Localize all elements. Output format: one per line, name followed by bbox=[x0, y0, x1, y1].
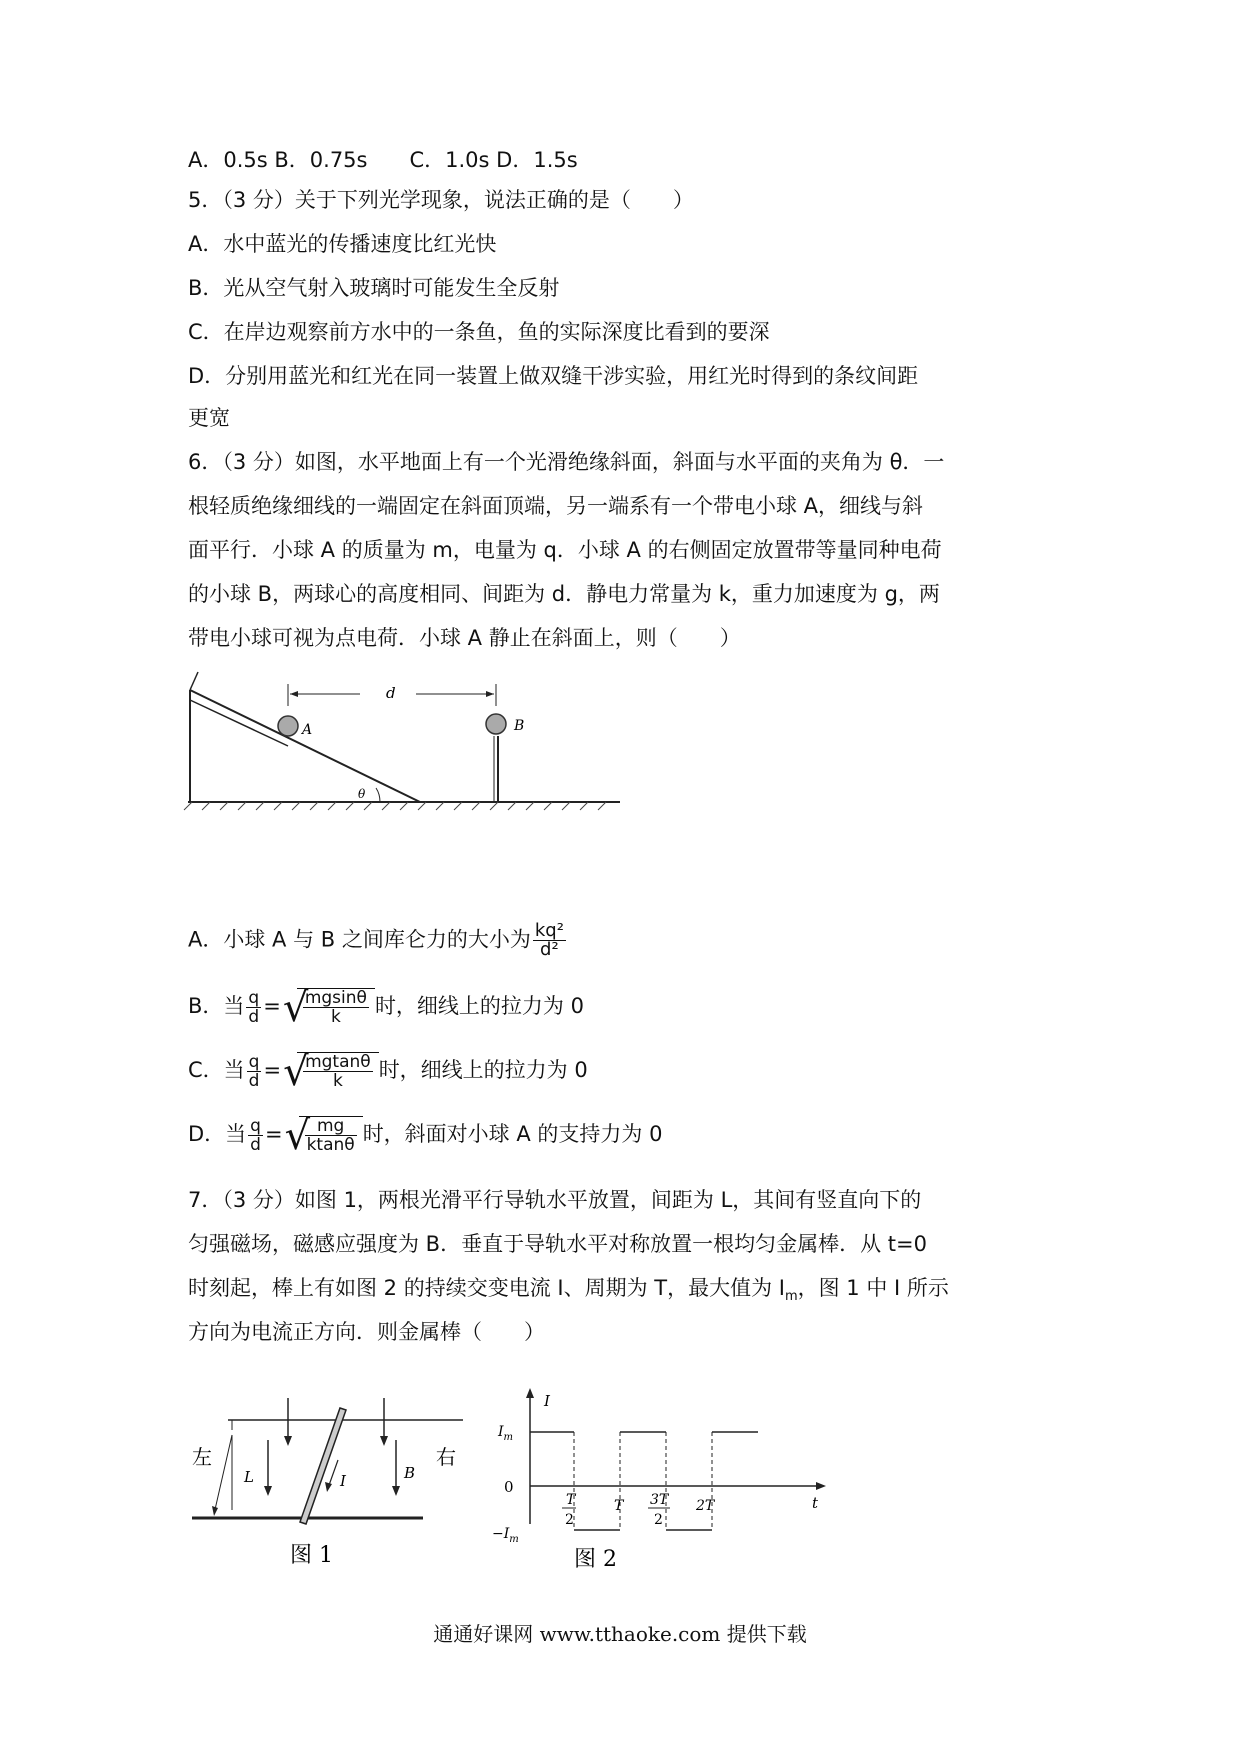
q5-option-a: A．水中蓝光的传播速度比红光快 bbox=[188, 232, 497, 256]
q5-option-b: B．光从空气射入玻璃时可能发生全反射 bbox=[188, 276, 560, 300]
fig2-zero: 0 bbox=[504, 1478, 514, 1496]
q5-option-d-line1: D．分别用蓝光和红光在同一装置上做双缝干涉实验，用红光时得到的条纹间距 bbox=[188, 364, 919, 388]
q6-fig-label-b: B bbox=[514, 718, 525, 734]
q6-stem-line3: 面平行．小球 A 的质量为 m，电量为 q．小球 A 的右侧固定放置带等量同种电荷 bbox=[188, 538, 942, 562]
fig1-caption: 图 1 bbox=[290, 1543, 333, 1568]
tick-3T-half-den: 2 bbox=[654, 1512, 663, 1528]
q6-stem-line2: 根轻质绝缘细线的一端固定在斜面顶端，另一端系有一个带电小球 A，细线与斜 bbox=[188, 494, 924, 518]
fig2-Im: $I_m$ bbox=[498, 1424, 514, 1443]
q6-option-c: C．当 $\frac{q}{d}$ = √ $\frac{mgtan\theta}{k}$ 时，细线上的拉力为 0 bbox=[188, 1049, 588, 1095]
tick-T-half-num: T bbox=[566, 1492, 576, 1508]
sqrt-expression: √ $\frac{mg}{ktan\theta}$ bbox=[285, 1116, 363, 1154]
q6-incline-figure bbox=[180, 670, 620, 820]
q6-option-a bbox=[188, 922, 568, 959]
q6-option-c-text: C．当 bbox=[188, 1058, 245, 1082]
q4-options: A．0.5s B．0.75s C．1.0s D．1.5s bbox=[188, 148, 578, 172]
q7-stem-line4: 方向为电流正方向．则金属棒（ ） bbox=[188, 1320, 545, 1344]
sqrt-expression: √ $\frac{mgtan\theta}{k}$ bbox=[283, 1052, 379, 1090]
q5-stem: 5．（3 分）关于下列光学现象，说法正确的是（ ） bbox=[188, 188, 694, 212]
fig1-label-I: I bbox=[340, 1472, 346, 1490]
q6-fig-label-d: d bbox=[386, 684, 396, 702]
q6-option-b: B．当 $\frac{q}{d}$ = √ $\frac{mgsin\theta}{k}$ 时，细线上的拉力为 0 bbox=[188, 985, 584, 1031]
page-footer: 通通好课网 www.tthaoke.com 提供下载 bbox=[433, 1622, 807, 1646]
q7-stem-line3: 时刻起，棒上有如图 2 的持续交变电流 I、周期为 T，最大值为 $I_m$，图 1 中 I 所示 bbox=[188, 1276, 949, 1305]
fig2-negIm: $-I_m$ bbox=[492, 1526, 519, 1545]
tick-T: T bbox=[614, 1498, 624, 1514]
q6-fig-label-theta: θ bbox=[358, 787, 366, 801]
fig2-caption: 图 2 bbox=[574, 1547, 617, 1572]
fig1-label-right: 右 bbox=[436, 1445, 456, 1469]
q7-figure-2-current-graph bbox=[490, 1386, 830, 1576]
q6-option-a-text: A．小球 A 与 B 之间库仑力的大小为 bbox=[188, 927, 531, 952]
q6-option-b-text: B．当 bbox=[188, 994, 245, 1018]
q6-option-d: D．当 $\frac{q}{d}$ = √ $\frac{mg}{ktan\theta}$ 时，斜面对小球 A 的支持力为 0 bbox=[188, 1113, 663, 1159]
q6-stem-line5: 带电小球可视为点电荷．小球 A 静止在斜面上，则（ ） bbox=[188, 626, 741, 650]
q7-figure-1-rails bbox=[188, 1390, 468, 1570]
q5-option-c: C．在岸边观察前方水中的一条鱼，鱼的实际深度比看到的要深 bbox=[188, 320, 770, 344]
fig1-label-left: 左 bbox=[192, 1445, 212, 1469]
q6-option-d-text: D．当 bbox=[188, 1122, 247, 1146]
tick-T-half-den: 2 bbox=[565, 1512, 574, 1528]
q7-stem-line1: 7．（3 分）如图 1，两根光滑平行导轨水平放置，间距为 L，其间有竖直向下的 bbox=[188, 1188, 922, 1212]
q6-stem-line4: 的小球 B，两球心的高度相同、间距为 d．静电力常量为 k，重力加速度为 g，两 bbox=[188, 582, 940, 606]
q6-fig-label-a: A bbox=[302, 722, 313, 738]
fig2-axis-t: t bbox=[812, 1494, 819, 1512]
q6-option-a-fraction: $\frac{\text{kq²}}{\text{d²}}$ bbox=[534, 920, 564, 960]
fig1-label-B: B bbox=[404, 1464, 416, 1482]
q6-stem-line1: 6．（3 分）如图，水平地面上有一个光滑绝缘斜面，斜面与水平面的夹角为 θ．一 bbox=[188, 450, 945, 474]
q-over-d-fraction: $\frac{q}{d}$ bbox=[248, 987, 260, 1027]
fig2-axis-I: I bbox=[544, 1392, 550, 1410]
tick-3T-half-num: 3T bbox=[650, 1492, 669, 1508]
fig1-label-L: L bbox=[244, 1468, 254, 1486]
q-over-d-fraction: $\frac{q}{d}$ bbox=[250, 1115, 261, 1155]
sqrt-expression: √ $\frac{mgsin\theta}{k}$ bbox=[283, 988, 375, 1026]
tick-2T: 2T bbox=[696, 1498, 715, 1514]
q-over-d-fraction: $\frac{q}{d}$ bbox=[248, 1051, 260, 1091]
q7-stem-line2: 匀强磁场，磁感应强度为 B．垂直于导轨水平对称放置一根均匀金属棒．从 t=0 bbox=[188, 1232, 927, 1256]
q5-option-d-line2: 更宽 bbox=[188, 406, 230, 430]
metal-rod bbox=[300, 1408, 346, 1524]
fig2-tick-labels bbox=[562, 1492, 716, 1528]
